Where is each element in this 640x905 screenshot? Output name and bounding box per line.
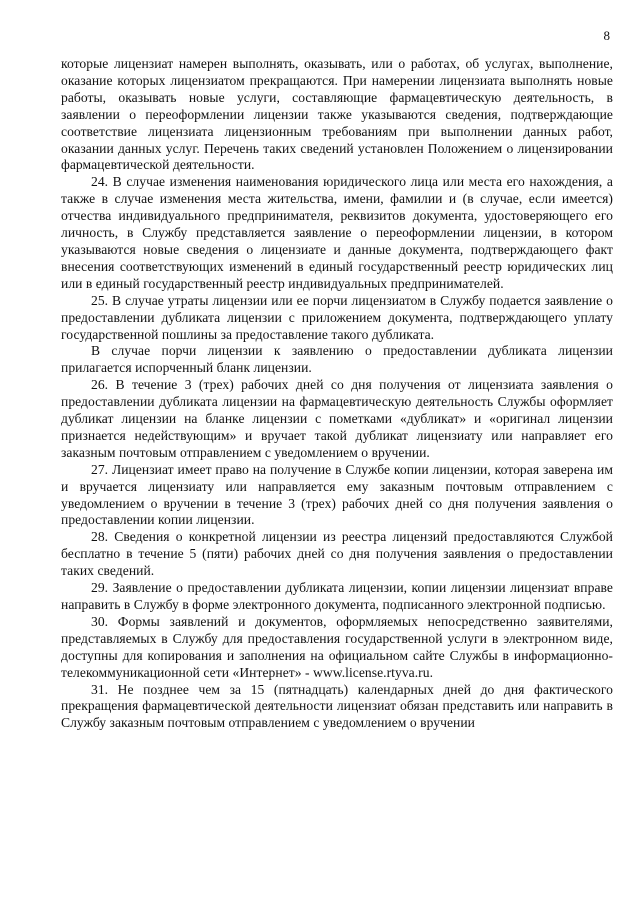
paragraph-28: 28. Сведения о конкретной лицензии из реестра лицензий предоставляются Службой бесплатно в течение 5 (пяти) рабочих дней со дня получения заявления о предоставлении таких сведений. xyxy=(61,529,613,579)
paragraph-29: 29. Заявление о предоставлении дубликата лицензии, копии лицензии лицензиат вправе направить в Службу в форме электронного документа, подписанного электронной подписью. xyxy=(61,580,613,612)
paragraph-continuation: которые лицензиат намерен выполнять, оказывать, или о работах, об услугах, выполнение, оказание которых лицензиатом прекращаются. При намерении лицензиата выполнять новые работы, оказывать новые услуги, составляющие фармацевтическую деятельность, в заявлении о переоформлении лицензии также указываются сведения, подтверждающие соответствие лицензиата лицензионным требованиям при выполнении данных работ, оказании данных услуг. Перечень таких сведений установлен Положением о лицензировании фармацевтической деятельности. xyxy=(61,56,613,173)
paragraph-30: 30. Формы заявлений и документов, оформляемых непосредственно заявителями, представляемых в Службу для предоставления государственной услуги в электронном виде, доступны для копирования и заполнения на официальном сайте Службы в информационно-телекоммуникационной сети «Интернет» - www.license.rtyva.ru. xyxy=(61,613,613,680)
paragraph-26: 26. В течение 3 (трех) рабочих дней со дня получения от лицензиата заявления о предоставлении дубликата лицензии на фармацевтическую деятельность Службы оформляет дубликат лицензии на бланке лицензии с пометками «дубликат» и «оригинал лицензии признается недействующим» и вручает такой дубликат лицензиату или направляет его заказным почтовым отправлением с уведомлением о вручении. xyxy=(61,377,613,460)
paragraph-24: 24. В случае изменения наименования юридического лица или места его нахождения, а также в случае изменения места жительства, имени, фамилии и (в случае, если имеется) отчества индивидуального предпринимателя, реквизитов документа, удостоверяющего его личность, в Службу представляется заявление о переоформлении лицензии, в котором указываются новые сведения о лицензиате и данные документа, подтверждающего факт внесения соответствующих изменений в единый государственный реестр юридических лиц или в единый государственный реестр индивидуальных предпринимателей. xyxy=(61,174,613,291)
paragraph-31: 31. Не позднее чем за 15 (пятнадцать) календарных дней до дня фактического прекращения фармацевтической деятельности лицензиат обязан представить или направить в Службу заказным почтовым отправлением с уведомлением о вручении xyxy=(61,681,613,731)
paragraph-27: 27. Лицензиат имеет право на получение в Службе копии лицензии, которая заверена им и вручается лицензиату или направляется ему заказным почтовым отправлением с уведомлением о вручении в течение 3 (трех) рабочих дней со дня получения заявления о предоставлении копии лицензии. xyxy=(61,461,613,528)
paragraph-25: 25. В случае утраты лицензии или ее порчи лицензиатом в Службу подается заявление о предоставлении дубликата лицензии с приложением документа, подтверждающего уплату государственной пошлины за предоставление такого дубликата. xyxy=(61,292,613,342)
paragraph-25-damage: В случае порчи лицензии к заявлению о предоставлении дубликата лицензии прилагается испорченный бланк лицензии. xyxy=(61,343,613,376)
page-number: 8 xyxy=(603,28,610,43)
